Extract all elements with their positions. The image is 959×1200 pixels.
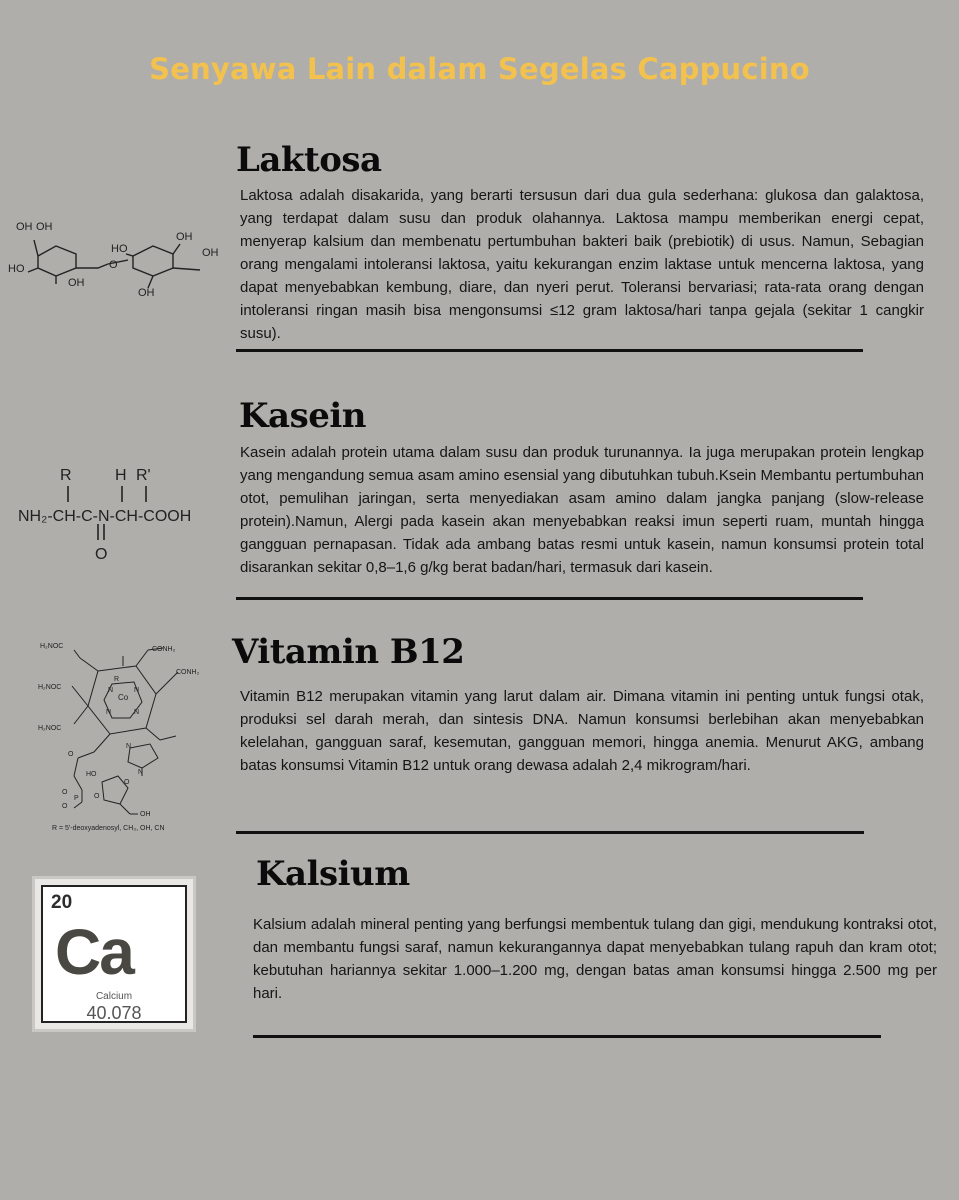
b12-label: N xyxy=(138,769,144,776)
vitamin-b12-structure xyxy=(38,636,210,836)
b12-label: N xyxy=(106,709,112,716)
casein-chain: NH₂-CH-C-N-CH-COOH xyxy=(18,508,192,525)
section-body: Laktosa adalah disakarida, yang berarti tersusun dari dua gula sederhana: glukosa dan galaktosa, yang terdapat dalam susu dan produk olahannya. Laktosa mampu memberikan energi cepat, menyerap kalsium dan membenatu pertumbuhan bakteri baik (prebiotik) di usus. Namun, Sebagian orang mengalami intoleransi laktosa, yaitu kekurangan enzim laktase untuk mencerna laktosa, yang dapat menyebabkan kembung, diare, dan nyeri perut. Toleransi bervariasi; rata-rata orang dengan intoleransi ringan masih bisa mengonsumsi ≤12 gram laktosa/hari tanpa gejala (sekitar 1 cangkir susu). xyxy=(240,187,924,342)
b12-label: CONH₂ xyxy=(152,646,176,653)
lactose-label: OH xyxy=(36,221,53,233)
b12-label: P xyxy=(74,795,79,802)
element-name: Calcium xyxy=(95,991,133,1002)
lactose-label: OH xyxy=(138,287,155,299)
b12-label: CONH₂ xyxy=(176,669,200,676)
casein-r2: R' xyxy=(136,467,151,484)
b12-label: N xyxy=(134,709,140,716)
casein-structure xyxy=(18,464,233,569)
lactose-label: O xyxy=(109,259,118,271)
atomic-number: 20 xyxy=(51,892,73,913)
lactose-structure xyxy=(8,218,238,308)
atomic-mass: 40.078 xyxy=(86,1003,142,1023)
calcium-element-card xyxy=(35,879,193,1029)
b12-label: H₂NOC xyxy=(38,725,62,732)
b12-label: O xyxy=(62,803,68,810)
b12-label: N xyxy=(134,687,140,694)
b12-label: R xyxy=(114,676,120,683)
b12-label: HO xyxy=(86,771,97,778)
section-heading: Laktosa xyxy=(236,140,382,180)
section-divider xyxy=(253,1035,881,1038)
b12-label: H₂NOC xyxy=(40,643,64,650)
lactose-label: HO xyxy=(111,243,128,255)
lactose-label: OH xyxy=(16,221,33,233)
calcium-element-tile xyxy=(41,885,187,1023)
section-divider xyxy=(236,349,863,352)
page-title: Senyawa Lain dalam Segelas Cappucino xyxy=(149,52,810,86)
b12-label: O xyxy=(62,789,68,796)
casein-r1: R xyxy=(60,467,72,484)
lactose-label: HO xyxy=(8,263,25,275)
b12-label: O xyxy=(68,751,74,758)
section-body: Vitamin B12 merupakan vitamin yang larut dalam air. Dimana vitamin ini penting untuk fungsi otak, produksi sel darah merah, dan sintesis DNA. Namun konsumsi berlebihan akan menyebabkan kelelahan, gangguan saraf, kesemutan, gangguan memori, hingga anemia. Menurut AKG, ambang batas konsumsi Vitamin B12 untuk orang dewasa adalah 2,4 mikrogram/hari. xyxy=(240,688,924,774)
casein-h: H xyxy=(115,467,127,484)
lactose-label: OH xyxy=(202,247,219,259)
b12-label: Co xyxy=(118,693,129,702)
lactose-label: OH xyxy=(176,231,193,243)
b12-caption: R = 5'-deoxyadenosyl, CH₃, OH, CN xyxy=(52,825,165,832)
b12-label: O xyxy=(124,779,130,786)
section-heading: Vitamin B12 xyxy=(232,632,465,672)
b12-label: N xyxy=(108,687,114,694)
section-divider xyxy=(236,831,864,834)
b12-label: OH xyxy=(140,811,151,818)
section-divider xyxy=(236,597,863,600)
b12-label: H₂NOC xyxy=(38,684,62,691)
casein-o: O xyxy=(95,546,108,563)
section-body: Kalsium adalah mineral penting yang berfungsi membentuk tulang dan gigi, mendukung kontraksi otot, dan membantu fungsi saraf, namun kekurangannya dapat menyebabkan tulang rapuh dan kram otot; kebutuhan hariannya sekitar 1.000–1.200 mg, dengan batas aman konsumsi hingga 2.500 mg per hari. xyxy=(253,916,937,1002)
lactose-label: OH xyxy=(68,277,85,289)
section-heading: Kasein xyxy=(239,396,366,436)
b12-label: N xyxy=(126,743,132,750)
section-body: Kasein adalah protein utama dalam susu dan produk turunannya. Ia juga merupakan protein lengkap yang mengandung semua asam amino esensial yang dibutuhkan tubuh.Ksein Membantu pertumbuhan otot, pemulihan jaringan, serta menyediakan asam amino dalam jangka panjang (slow-release protein).Namun, Alergi pada kasein akan menyebabkan reaksi imun seperti ruam, muntah hingga gangguan pernapasan. Tidak ada ambang batas resmi untuk kasein, namun konsumsi protein total disarankan sekitar 0,8–1,6 g/kg berat badan/hari, termasuk dari kasein. xyxy=(240,444,924,576)
section-heading: Kalsium xyxy=(256,854,410,894)
element-symbol: Ca xyxy=(55,916,133,988)
b12-label: O xyxy=(94,793,100,800)
